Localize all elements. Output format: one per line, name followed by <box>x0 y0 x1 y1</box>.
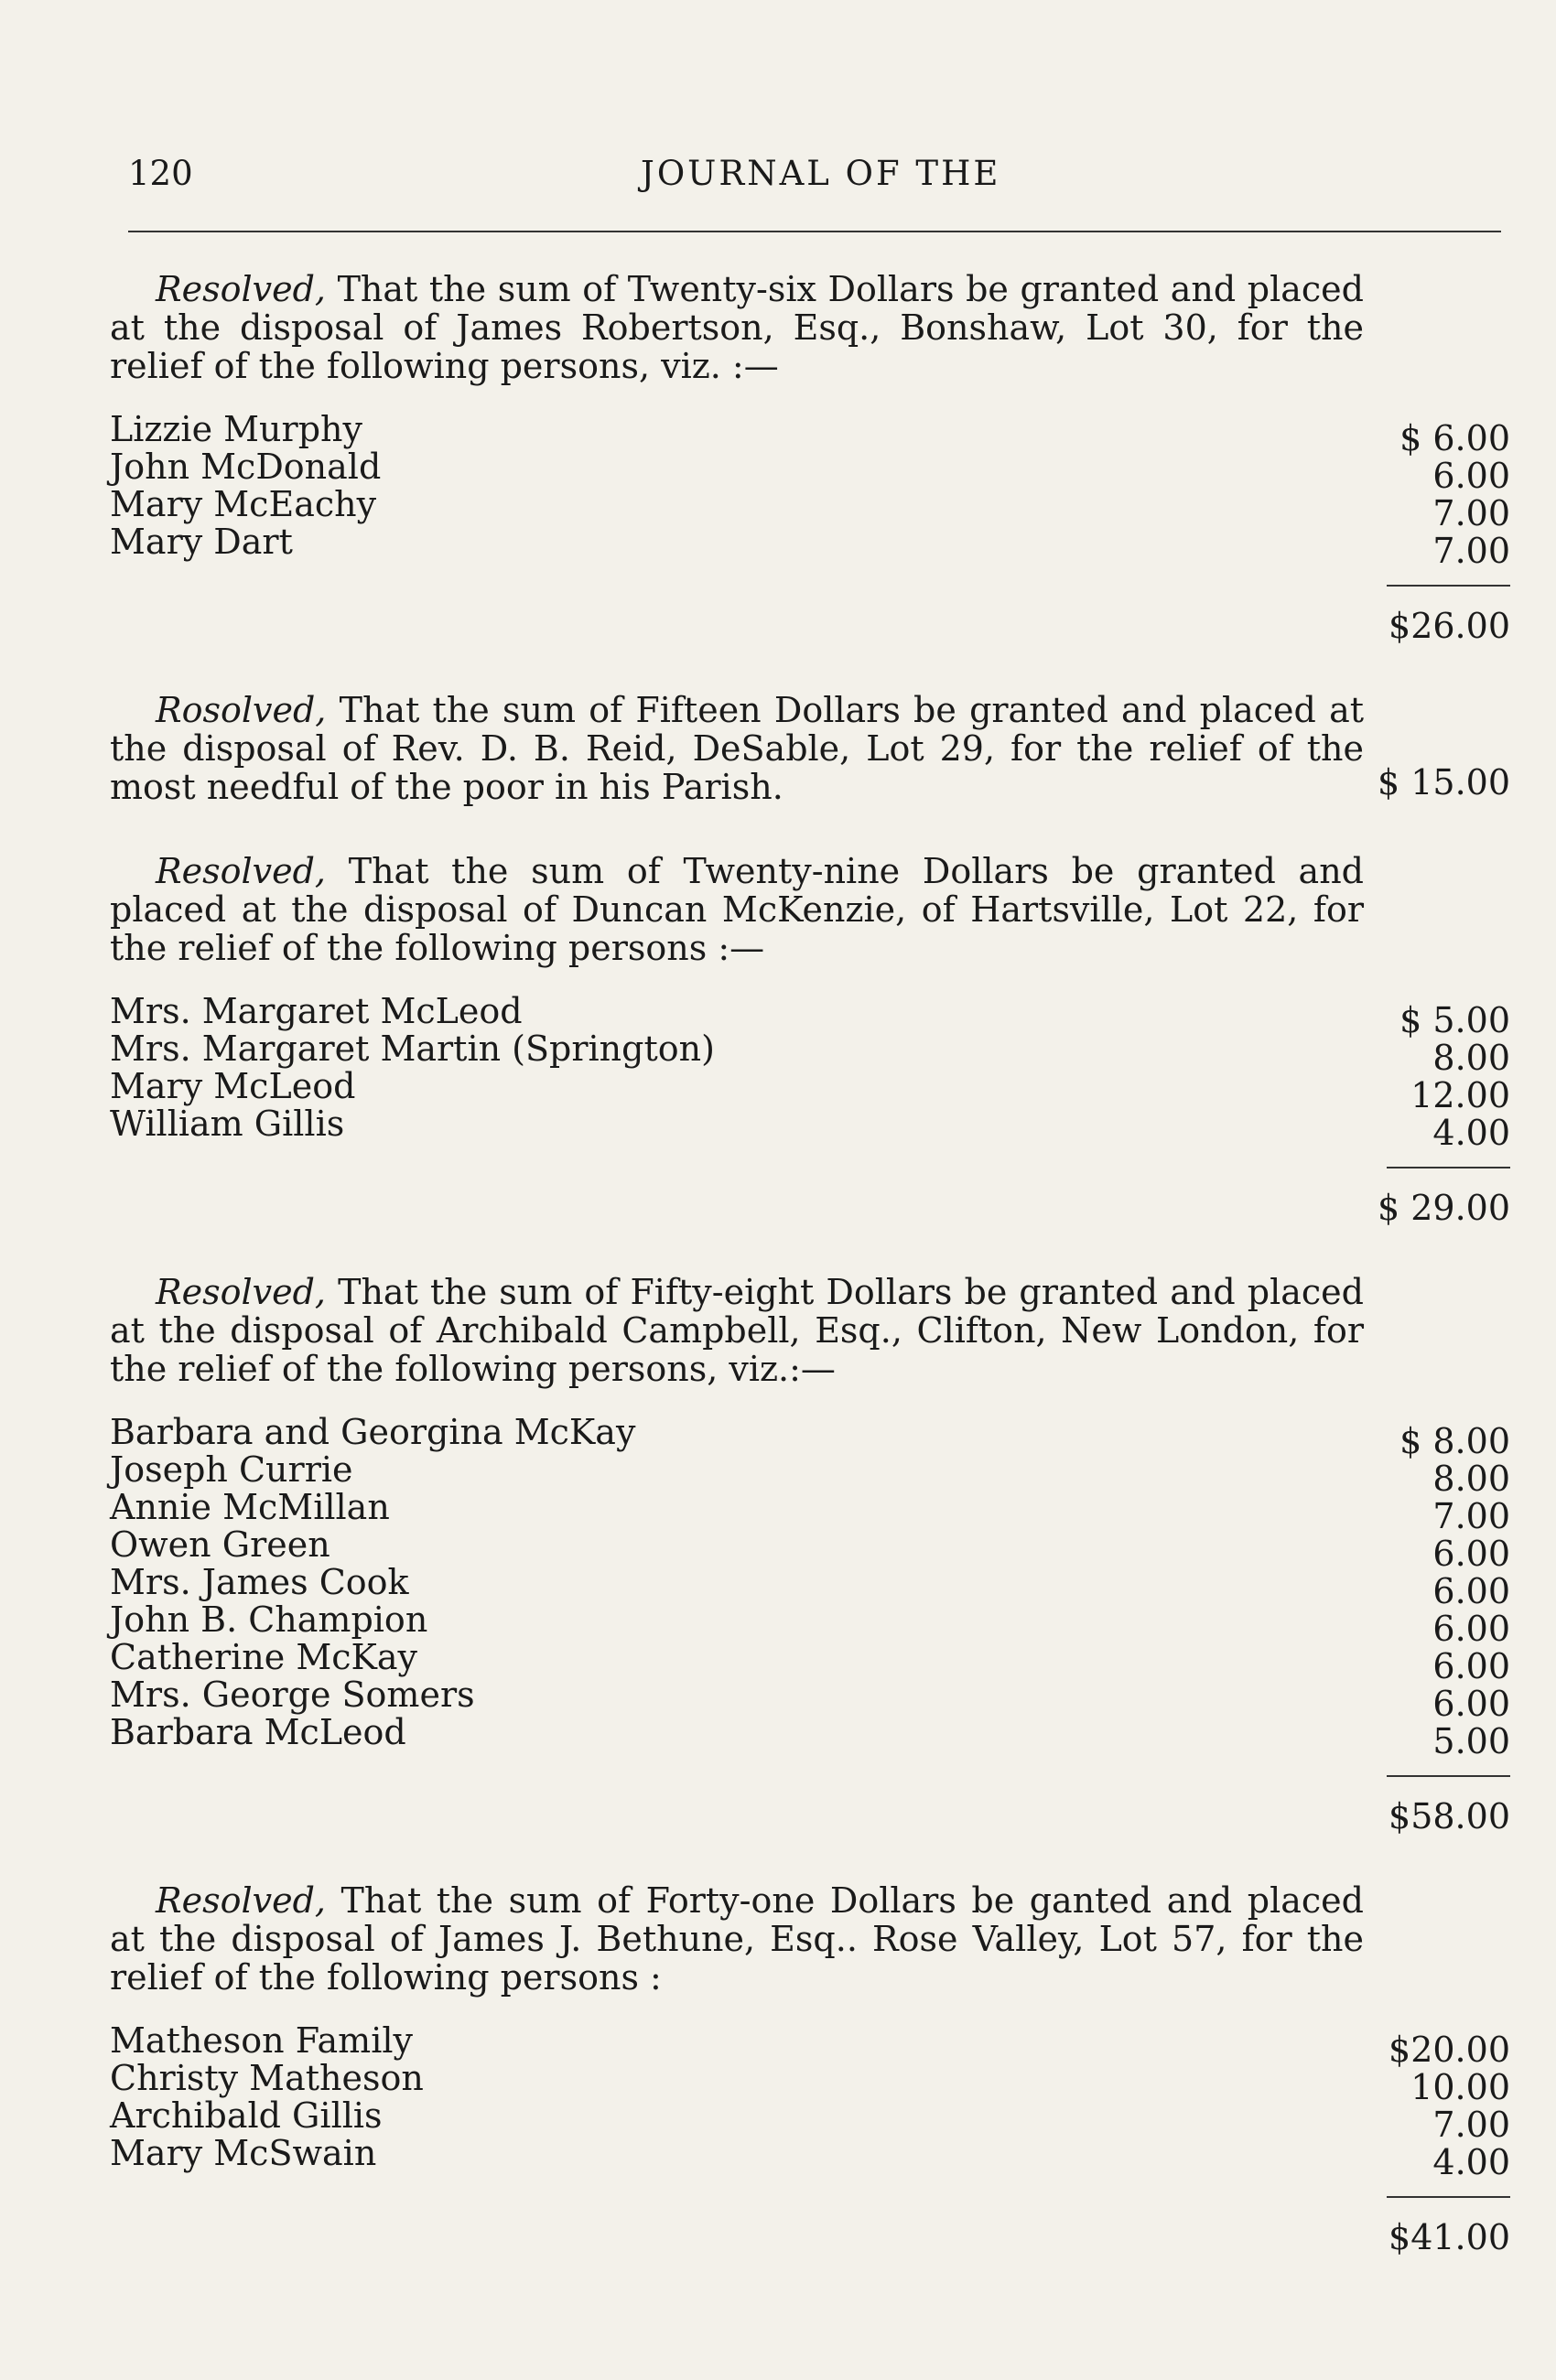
resolution-body: That the sum of Twenty-six Dollars be granted and placed at the disposal of James Robertson, Esq., Bonshaw, Lot 30, for the relief of the following persons, viz. :— <box>110 269 1364 386</box>
recipient-amount: $20.00 <box>1389 2030 1510 2070</box>
resolution-body: That the sum of Twenty-nine Dollars be granted and placed at the disposal of Duncan McKenzie, of Hartsville, Lot 22, for the relief of the following persons :— <box>110 851 1364 968</box>
resolution-0 <box>110 270 1510 645</box>
recipient-name: John B. Champion <box>110 1599 428 1640</box>
recipient-amount: 6.00 <box>1432 1684 1510 1724</box>
total-amount: $41.00 <box>1389 2217 1510 2257</box>
header-rule <box>128 231 1501 232</box>
recipient-amount: 6.00 <box>1432 456 1510 496</box>
list-item <box>110 1599 1510 1649</box>
page-content <box>110 270 1510 2302</box>
running-head: JOURNAL OF THE <box>641 154 1001 193</box>
recipient-name: Archibald Gillis <box>110 2095 383 2136</box>
resolution-text <box>110 852 1364 967</box>
resolution-4 <box>110 1881 1510 2256</box>
recipient-name: Mary McSwain <box>110 2133 377 2173</box>
relief-list <box>110 2020 1510 2182</box>
recipient-name: Owen Green <box>110 1524 330 1565</box>
resolution-text <box>110 270 1364 385</box>
recipient-name: Joseph Currie <box>110 1449 353 1490</box>
resolution-text <box>110 1881 1364 1997</box>
list-item <box>110 409 1510 458</box>
recipient-name: Lizzie Murphy <box>110 409 362 449</box>
list-item <box>110 2095 1510 2145</box>
recipient-amount: 6.00 <box>1432 1609 1510 1649</box>
list-item <box>110 2133 1510 2182</box>
recipient-name: Annie McMillan <box>110 1487 390 1527</box>
recipient-amount: 7.00 <box>1432 493 1510 533</box>
recipient-amount: 12.00 <box>1410 1075 1510 1115</box>
list-item <box>110 1487 1510 1536</box>
total-rule <box>1387 2196 1510 2198</box>
recipient-amount: 7.00 <box>1432 1496 1510 1536</box>
list-item <box>110 2058 1510 2107</box>
recipient-amount: 4.00 <box>1432 2142 1510 2182</box>
list-item <box>110 1104 1510 1153</box>
resolved-word: Rosolved, <box>156 690 327 730</box>
grant-amount: $ 15.00 <box>1377 762 1510 802</box>
resolved-word: Resolved, <box>156 269 326 309</box>
list-item <box>110 1449 1510 1499</box>
recipient-amount: 6.00 <box>1432 1534 1510 1574</box>
list-item <box>110 1412 1510 1461</box>
recipient-name: Barbara McLeod <box>110 1712 406 1752</box>
recipient-amount: 6.00 <box>1432 1646 1510 1686</box>
recipient-amount: 7.00 <box>1432 2105 1510 2145</box>
recipient-amount: 8.00 <box>1432 1038 1510 1078</box>
recipient-name: Mrs. James Cook <box>110 1562 409 1602</box>
list-item <box>110 484 1510 533</box>
recipient-name: Matheson Family <box>110 2020 413 2061</box>
list-item <box>110 1637 1510 1686</box>
relief-list <box>110 1412 1510 1761</box>
list-item <box>110 2020 1510 2070</box>
resolution-3 <box>110 1273 1510 1836</box>
relief-list <box>110 991 1510 1153</box>
resolution-body: That the sum of Fifty-eight Dollars be granted and placed at the disposal of Archibald Campbell, Esq., Clifton, New London, for the relief of the following persons, viz.:— <box>110 1272 1364 1389</box>
resolved-word: Resolved, <box>156 1880 326 1921</box>
resolution-body: That the sum of Fifteen Dollars be granted and placed at the disposal of Rev. D. B. Reid, DeSable, Lot 29, for the relief of the most needful of the poor in his Parish. <box>110 690 1364 807</box>
recipient-name: Barbara and Georgina McKay <box>110 1412 636 1452</box>
recipient-amount: $ 8.00 <box>1399 1421 1510 1461</box>
recipient-amount: 6.00 <box>1432 1571 1510 1611</box>
recipient-amount: 7.00 <box>1432 531 1510 571</box>
total-amount: $58.00 <box>1389 1796 1510 1836</box>
recipient-name: Mrs. George Somers <box>110 1675 475 1715</box>
list-item <box>110 447 1510 496</box>
relief-list <box>110 409 1510 571</box>
recipient-name: Mrs. Margaret McLeod <box>110 991 523 1031</box>
resolution-text <box>110 691 1364 806</box>
list-item <box>110 1066 1510 1115</box>
recipient-name: Mary Dart <box>110 522 293 562</box>
list-item <box>110 1675 1510 1724</box>
list-item <box>110 522 1510 571</box>
resolution-1 <box>110 691 1510 806</box>
total-amount: $26.00 <box>1389 606 1510 646</box>
total-rule <box>1387 585 1510 587</box>
resolved-word: Resolved, <box>156 851 326 891</box>
resolved-word: Resolved, <box>156 1272 326 1312</box>
list-item <box>110 1524 1510 1574</box>
recipient-amount: 8.00 <box>1432 1459 1510 1499</box>
recipient-amount: 5.00 <box>1432 1721 1510 1761</box>
recipient-amount: 4.00 <box>1432 1113 1510 1153</box>
resolution-2 <box>110 852 1510 1227</box>
recipient-amount: 10.00 <box>1410 2067 1510 2107</box>
recipient-name: Catherine McKay <box>110 1637 418 1677</box>
recipient-amount: $ 5.00 <box>1399 1000 1510 1040</box>
total-rule <box>1387 1167 1510 1168</box>
total-rule <box>1387 1775 1510 1777</box>
recipient-name: Mary McLeod <box>110 1066 356 1106</box>
list-item <box>110 1562 1510 1611</box>
total-amount: $ 29.00 <box>1377 1188 1510 1228</box>
recipient-name: Christy Matheson <box>110 2058 424 2098</box>
list-item <box>110 1712 1510 1761</box>
page-number: 120 <box>128 154 193 193</box>
resolution-body: That the sum of Forty-one Dollars be ganted and placed at the disposal of James J. Bethune, Esq.. Rose Valley, Lot 57, for the relief of the following persons : <box>110 1880 1364 1998</box>
list-item <box>110 991 1510 1040</box>
recipient-name: John McDonald <box>110 447 382 487</box>
recipient-name: Mary McEachy <box>110 484 377 524</box>
resolution-text <box>110 1273 1364 1388</box>
recipient-amount: $ 6.00 <box>1399 418 1510 458</box>
recipient-name: William Gillis <box>110 1104 345 1144</box>
page-header <box>128 154 1501 209</box>
list-item <box>110 1028 1510 1078</box>
recipient-name: Mrs. Margaret Martin (Springton) <box>110 1028 715 1069</box>
